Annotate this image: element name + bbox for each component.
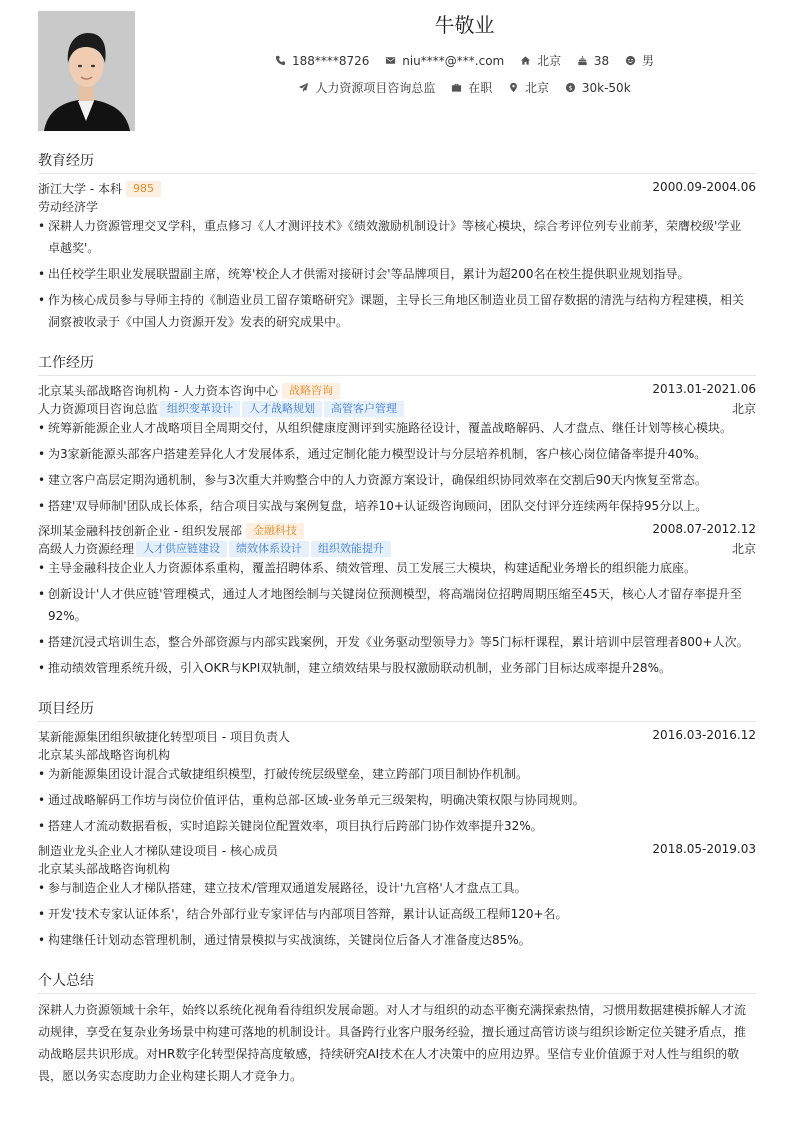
contact-row [135,52,794,69]
job-bullet: • 主导金融科技企业人力资源体系重构，覆盖招聘体系、绩效管理、员工发展三大模块，构建适配业务增长的组织能力底座。 [38,561,697,575]
project-name-row [38,842,756,859]
skill-tag: 绩效体系设计 [229,541,309,557]
education-bullet: • 出任校学生职业发展联盟副主席，统筹'校企人才供需对接研讨会'等品牌项目，累计为超200名在校生提供职业规划指导。 [38,267,690,281]
gender-value: 男 [642,54,655,68]
target-city-value: 北京 [525,81,550,95]
education-school-row [38,180,756,197]
job-bullet: • 为3家新能源头部客户搭建差异化人才发展体系，通过定制化能力模型设计与分层培养机制，客户核心岗位储备率提升40%。 [38,447,707,461]
project-bullet: • 开发'技术专家认证体系'，结合外部行业专家评估与内部项目答辩，累计认证高级工程师120+名。 [38,907,568,921]
status-value: 在职 [468,81,493,95]
email-item [385,54,504,68]
job-bullet: • 搭建沉浸式培训生态，整合外部资源与内部实践案例，开发《业务驱动型领导力》等5门标杆课程，累计培训中层管理者800+人次。 [38,635,749,649]
project-bullet: • 构建继任计划动态管理机制，通过情景模拟与实战演练，关键岗位后备人才准备度达85%。 [38,933,531,947]
job-date: 2013.01-2021.06 [652,382,756,396]
target-city-item [508,79,549,96]
school-tag: 985 [126,181,161,197]
project-bullet: • 为新能源集团设计混合式敏捷组织模型，打破传统层级壁垒，建立跨部门项目制协作机制。 [38,767,529,781]
salary-value: 30k-50k [581,80,631,95]
age-item [577,54,609,68]
candidate-name: 牛敬业 [434,13,495,37]
job-role-row [38,400,756,417]
job-company-row [38,522,756,539]
email-icon [385,55,396,66]
briefcase-icon [451,82,462,93]
work-section-title: 工作经历 [38,352,756,376]
project-name: 某新能源集团组织敏捷化转型项目 - 项目负责人 [38,730,290,744]
education-major: 劳动经济学 [38,200,99,214]
job-intent-row [135,79,794,96]
job-role: 人力资源项目咨询总监 [38,402,159,416]
phone-item [275,54,369,68]
target-role-value: 人力资源项目咨询总监 [315,81,436,95]
skill-tag: 组织效能提升 [311,541,391,557]
svg-text:$: $ [568,83,573,92]
education-section-title: 教育经历 [38,150,756,174]
job-company-row [38,382,756,399]
cake-icon [577,55,588,66]
age-value: 38 [593,53,610,68]
home-icon [520,55,531,66]
job-bullet: • 统筹新能源企业人才战略项目全周期交付，从组织健康度测评到实施路径设计，覆盖战略解码、人才盘点、继任计划等核心模块。 [38,421,733,435]
summary-section-title: 个人总结 [38,970,756,994]
job-bullet: • 建立客户高层定期沟通机制，参与3次重大并购整合中的人力资源方案设计，确保组织协同效率在交割后90天内恢复至常态。 [38,473,707,487]
money-icon [565,82,576,93]
job-bullet: • 推动绩效管理系统升级，引入OKR与KPI双轨制，建立绩效结果与股权激励联动机制，业务部门目标达成率提升28%。 [38,661,671,675]
status-item [451,79,492,96]
job-industry-tag: 金融科技 [246,523,304,539]
job-bullet: • 创新设计'人才供应链'管理模式，通过人才地图绘制与关键岗位预测模型，将高端岗位招聘周期压缩至45天，核心人才留存率提升至 92%。 [38,587,742,623]
skill-tag: 组织变革设计 [160,401,240,417]
project-section-title: 项目经历 [38,698,756,722]
job-date: 2008.07-2012.12 [652,522,756,536]
city-value: 北京 [537,54,562,68]
job-company: 深圳某金融科技创新企业 - 组织发展部 [38,524,242,538]
salary-item [565,81,631,95]
phone-value: 188****8726 [291,53,370,68]
job-company: 北京某头部战略咨询机构 - 人力资本咨询中心 [38,384,278,398]
gender-item [625,52,654,69]
project-name: 制造业龙头企业人才梯队建设项目 - 核心成员 [38,844,278,858]
job-industry-tag: 战略咨询 [282,383,340,399]
education-date: 2000.09-2004.06 [652,180,756,194]
skill-tag: 人才供应链建设 [136,541,227,557]
education-bullet: • 深耕人力资源管理交叉学科，重点修习《人才测评技术》《绩效激励机制设计》等核心模块，综合考评位列专业前茅，荣膺校级'学业 卓越奖'。 [38,219,742,255]
project-date: 2018.05-2019.03 [652,842,756,856]
school-name: 浙江大学 - 本科 [38,182,122,196]
paper-plane-icon [298,82,309,93]
job-bullet: • 搭建'双导师制'团队成长体系，结合项目实战与案例复盘，培养10+认证级咨询顾问，团队交付评分连续两年保持95分以上。 [38,499,708,513]
project-bullet: • 参与制造企业人才梯队搭建，建立技术/管理双通道发展路径，设计'九宫格'人才盘点工具。 [38,881,527,895]
project-org: 北京某头部战略咨询机构 [38,748,171,762]
education-bullet: • 作为核心成员参与导师主持的《制造业员工留存策略研究》课题，主导长三角地区制造业员工留存数据的清洗与结构方程建模，相关 洞察被收录于《中国人力资源开发》发表的研究成果中。 [38,293,745,329]
job-role-row [38,540,756,557]
summary-text: 深耕人力资源领域十余年，始终以系统化视角看待组织发展命题。对人才与组织的动态平衡充满探索热情，习惯用数据建模拆解人才流动规律，享受在复杂业务场景中构建可落地的机制设计。具备跨行业客户服务经验，擅长通过高管访谈与组织诊断定位关键矛盾点，推动战略层共识形成。对HR数字化转型保持高度敏感，持续研究AI技术在人才决策中的应用边界。坚信专业价值源于对人性与组织的敬畏，愿以务实态度助力企业构建长期人才竞争力。 [38,1003,747,1083]
profile-photo [38,11,135,131]
project-name-row [38,728,756,745]
target-role-item [298,79,435,96]
smiley-icon [625,55,636,66]
skill-tag: 高管客户管理 [324,401,404,417]
city-item [520,52,561,69]
skill-tag: 人才战略规划 [242,401,322,417]
project-date: 2016.03-2016.12 [652,728,756,742]
job-city: 北京 [731,402,756,416]
project-bullet: • 通过战略解码工作坊与岗位价值评估，重构总部-区域-业务单元三级架构，明确决策权限与协同规则。 [38,793,585,807]
project-bullet: • 搭建人才流动数据看板，实时追踪关键岗位配置效率，项目执行后跨部门协作效率提升32%。 [38,819,543,833]
project-org: 北京某头部战略咨询机构 [38,862,171,876]
email-value: niu****@***.com [402,53,505,68]
job-role: 高级人力资源经理 [38,542,135,556]
job-city: 北京 [731,542,756,556]
phone-icon [275,55,286,66]
location-pin-icon [508,82,519,93]
